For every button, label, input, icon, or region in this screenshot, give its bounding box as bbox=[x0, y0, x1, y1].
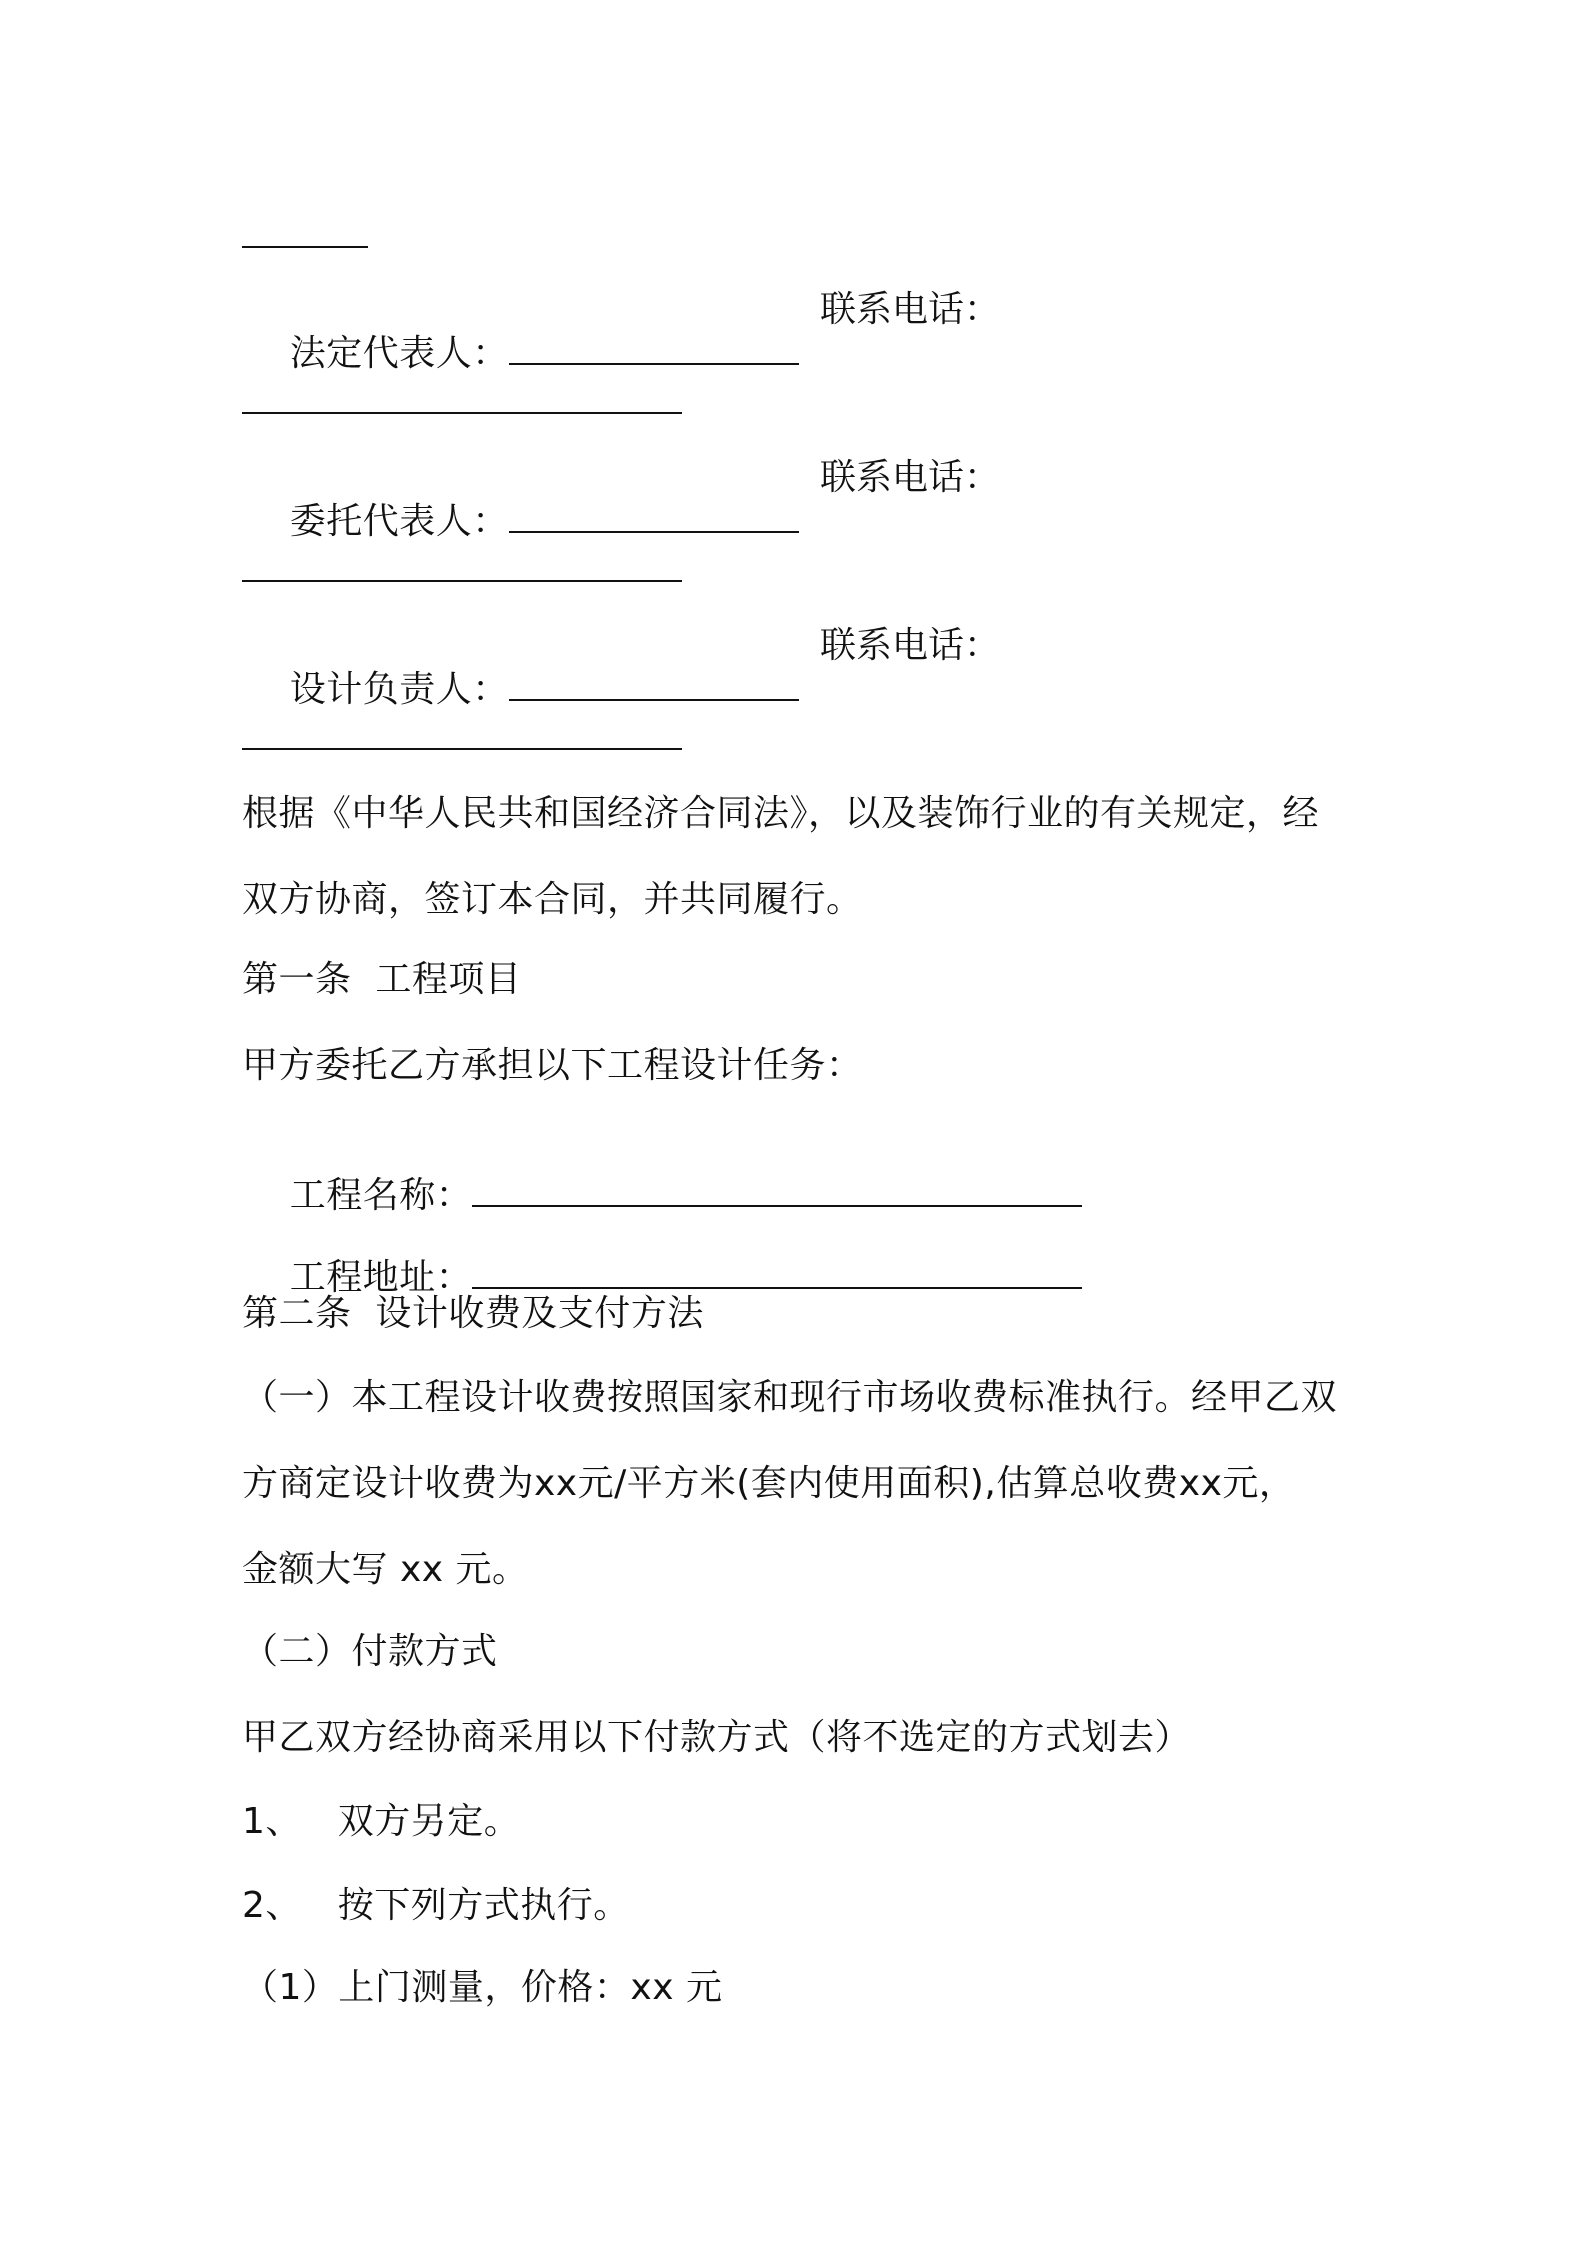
design-lead-phone-label: 联系电话： bbox=[820, 625, 1001, 666]
intro-line-1: 根据《中华人民共和国经济合同法》，以及装饰行业的有关规定，经 bbox=[242, 793, 1320, 834]
design-lead-blank bbox=[509, 669, 799, 701]
article-1-title: 第一条 工程项目 bbox=[242, 959, 522, 1000]
legal-rep-blank bbox=[509, 333, 799, 365]
fee-line-1: （一）本工程设计收费按照国家和现行市场收费标准执行。经甲乙双 bbox=[242, 1377, 1338, 1418]
design-lead-phone-underline bbox=[242, 748, 682, 750]
article-2-title: 第二条 设计收费及支付方法 bbox=[242, 1293, 704, 1334]
article-1-desc: 甲方委托乙方承担以下工程设计任务： bbox=[242, 1045, 863, 1086]
delegate-rep-row bbox=[242, 456, 799, 588]
payment-option-2: 2、 按下列方式执行。 bbox=[242, 1885, 630, 1926]
legal-rep-row bbox=[242, 288, 799, 420]
project-name-blank bbox=[472, 1175, 1082, 1207]
payment-title: （二）付款方式 bbox=[242, 1631, 498, 1672]
delegate-rep-label: 委托代表人： bbox=[289, 501, 509, 542]
top-underline bbox=[242, 246, 368, 248]
legal-rep-phone-underline bbox=[242, 412, 682, 414]
delegate-rep-phone-underline bbox=[242, 580, 682, 582]
fee-line-3: 金额大写 xx 元。 bbox=[242, 1549, 529, 1590]
project-address-blank bbox=[472, 1257, 1082, 1289]
design-lead-row bbox=[242, 624, 799, 756]
legal-rep-phone-label: 联系电话： bbox=[820, 289, 1001, 330]
delegate-rep-blank bbox=[509, 501, 799, 533]
legal-rep-label: 法定代表人： bbox=[289, 333, 509, 374]
delegate-rep-phone-label: 联系电话： bbox=[820, 457, 1001, 498]
intro-line-2: 双方协商，签订本合同，并共同履行。 bbox=[242, 879, 863, 920]
fee-line-2: 方商定设计收费为xx元/平方米(套内使用面积),估算总收费xx元， bbox=[242, 1463, 1296, 1504]
payment-item-1: （1）上门测量，价格：xx 元 bbox=[242, 1967, 723, 2008]
project-address-label: 工程地址： bbox=[289, 1257, 473, 1298]
design-lead-label: 设计负责人： bbox=[289, 669, 509, 710]
payment-desc: 甲乙双方经协商采用以下付款方式（将不选定的方式划去） bbox=[242, 1717, 1192, 1758]
payment-option-1: 1、 双方另定。 bbox=[242, 1801, 521, 1842]
project-name-label: 工程名称： bbox=[289, 1175, 473, 1216]
